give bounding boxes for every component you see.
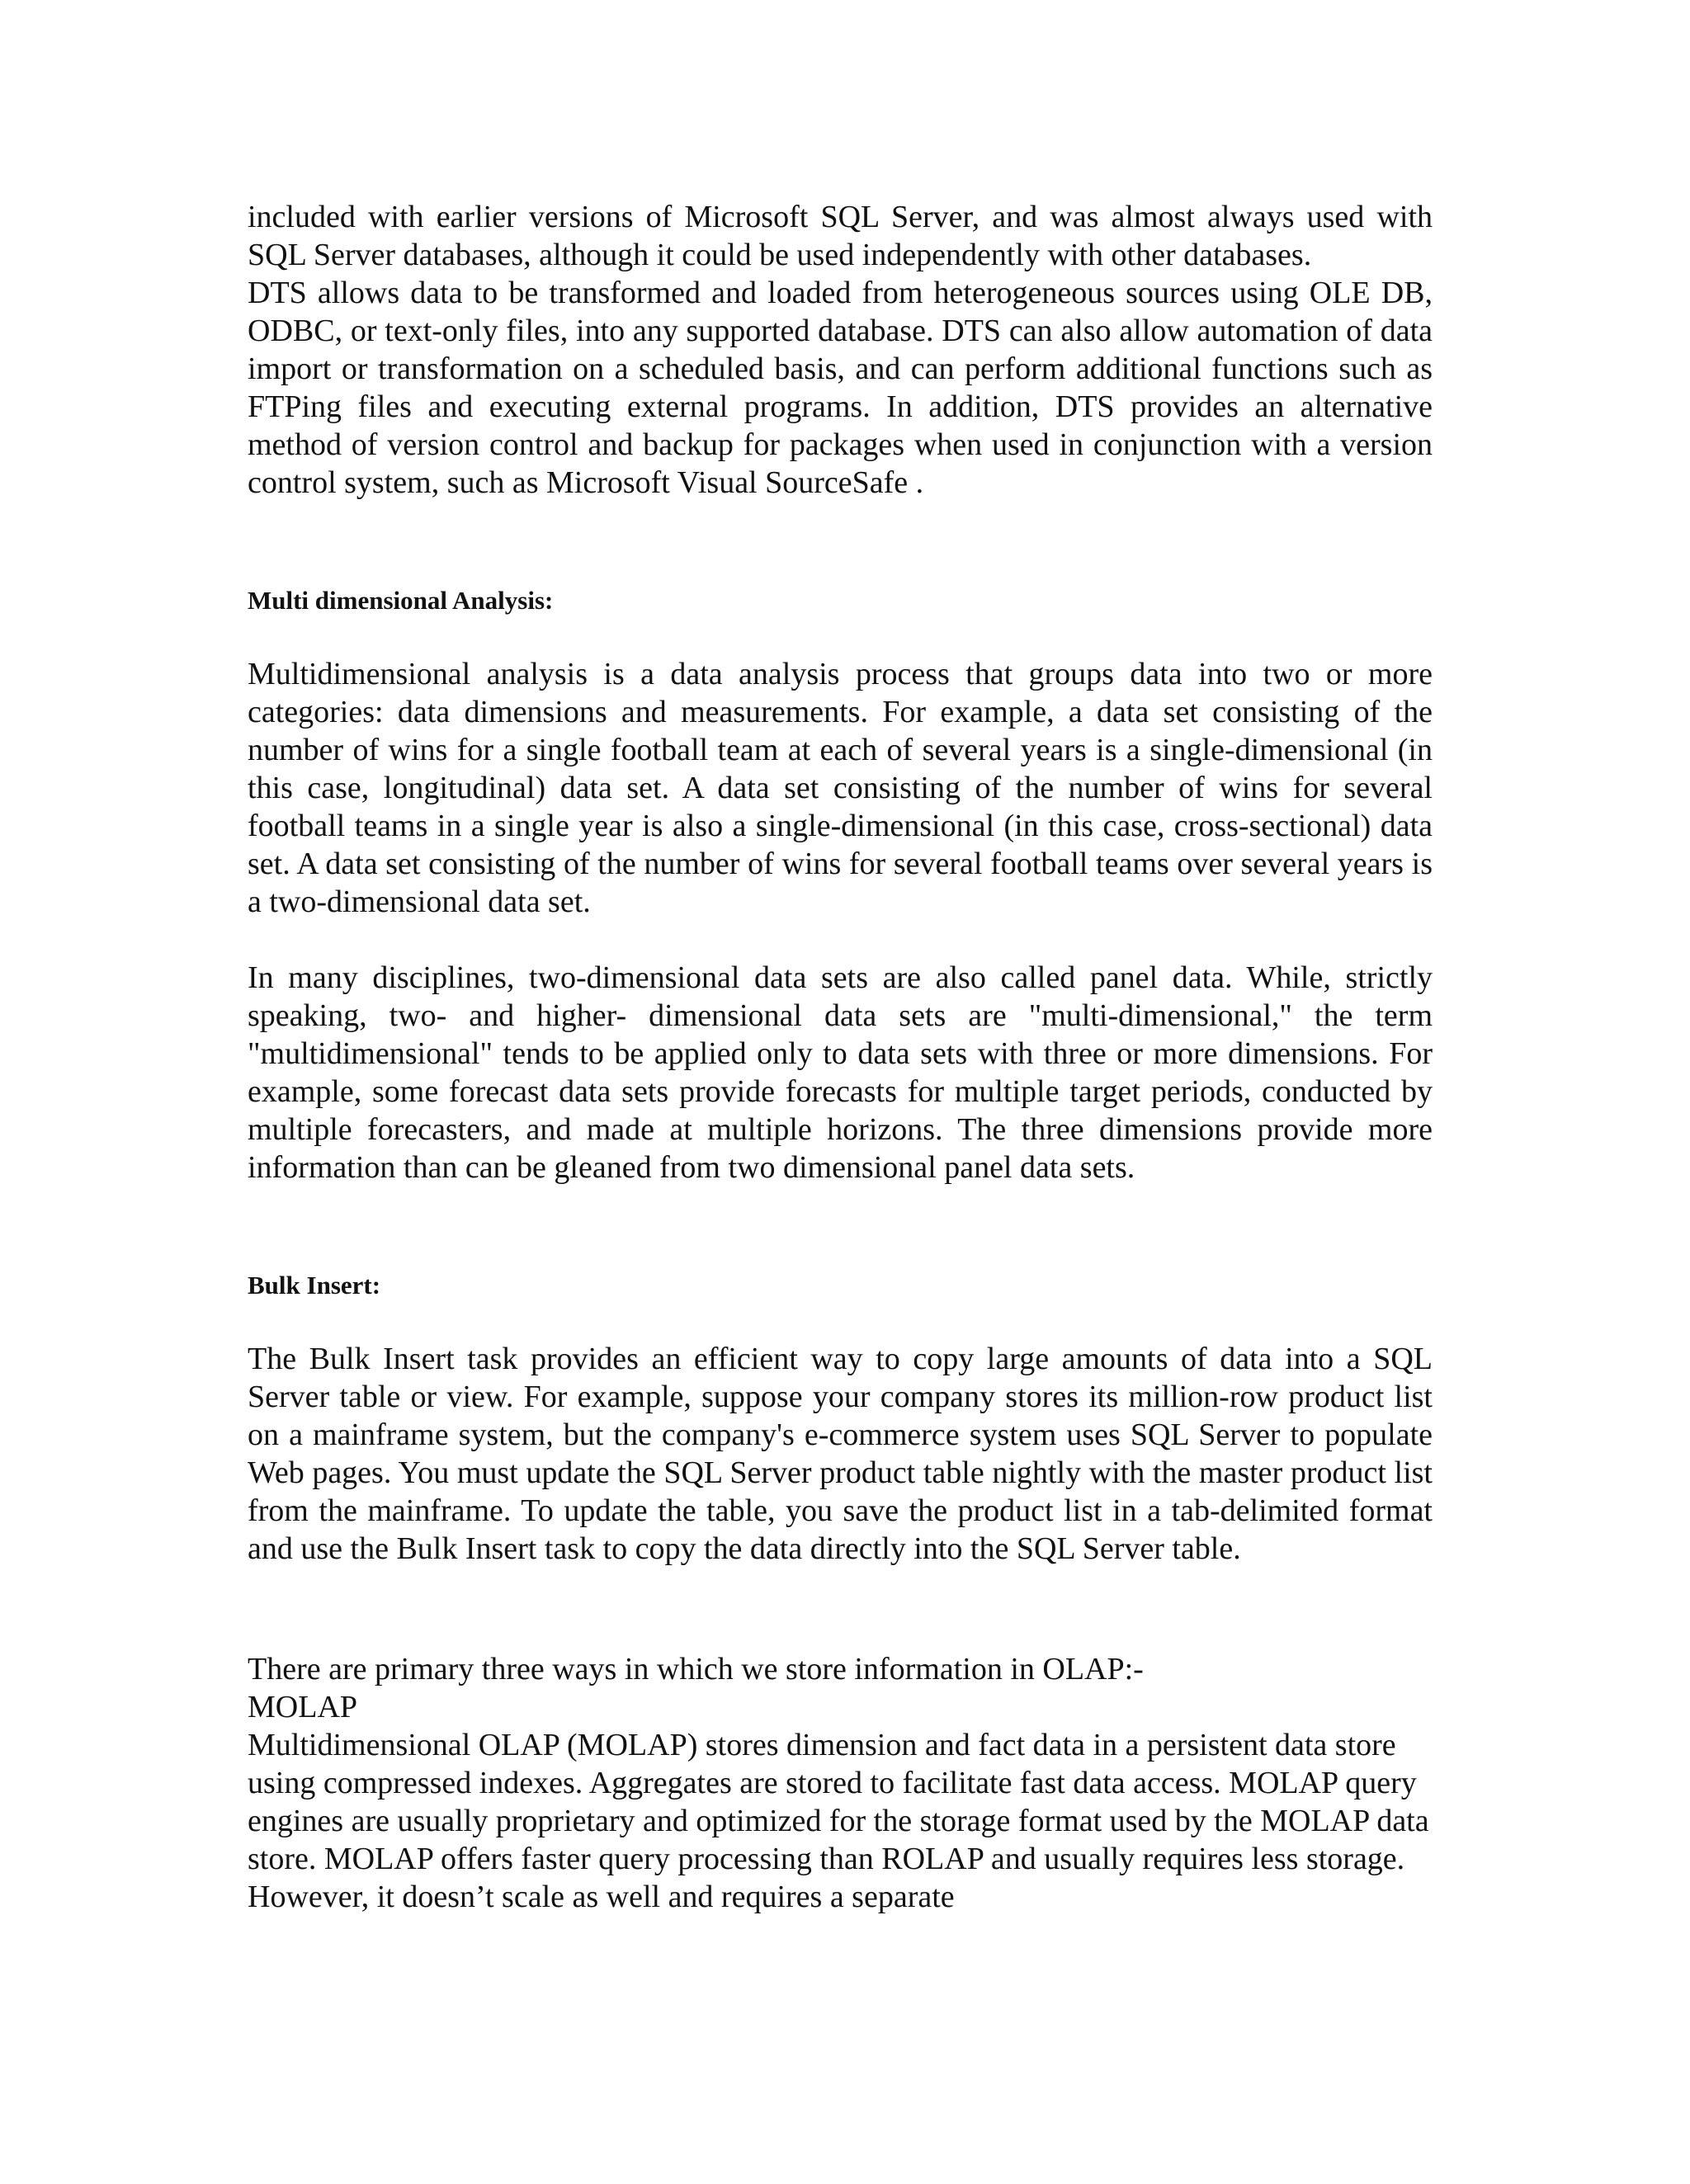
molap-paragraph: Multidimensional OLAP (MOLAP) stores dimension and fact data in a persistent data store using compressed indexes. Aggregates are stored to facilitate fast data access. MOLAP query engines are usually proprietary and optimized for the storage format used by the MOLAP data store. MOLAP offers faster query processing than ROLAP and usually requires less storage. However, it doesn’t scale as well and requires a separate	[248, 1728, 1429, 1914]
spacer	[248, 1186, 1433, 1269]
spacer	[248, 1568, 1433, 1650]
spacer	[248, 1302, 1433, 1340]
multidimensional-paragraph-1: Multidimensional analysis is a data analysis process that groups data into two or more categories: data dimensions and measurements. For example, a data set consisting of the number of wins for a single football team at each of several years is a single-dimensional (in this case, longitudinal) data set. A data set consisting of the number of wins for several football teams in a single year is also a single-dimensional (in this case, cross-sectional) data set. A data set consisting of the number of wins for several football teams over several years is a two-dimensional data set.	[248, 657, 1433, 919]
section-heading-bulk-insert: Bulk Insert:	[248, 1271, 381, 1300]
section-heading-multidimensional: Multi dimensional Analysis:	[248, 586, 554, 615]
intro-paragraph-2: DTS allows data to be transformed and loaded from heterogeneous sources using OLE DB, ODBC, or text-only files, into any supported database. DTS can also allow automation of data import or transformation on a scheduled basis, and can perform additional functions such as FTPing files and executing external programs. In addition, DTS provides an alternative method of version control and backup for packages when used in conjunction with a version control system, such as Microsoft Visual SourceSafe .	[248, 276, 1433, 500]
molap-title: MOLAP	[248, 1690, 358, 1724]
multidimensional-paragraph-2: In many disciplines, two-dimensional data sets are also called panel data. While, strictly speaking, two- and higher- dimensional data sets are "multi-dimensional," the term "multidimensional" tends to be applied only to data sets with three or more dimensions. For example, some forecast data sets provide forecasts for multiple target periods, conducted by multiple forecasters, and made at multiple horizons. The three dimensions provide more information than can be gleaned from two dimensional panel data sets.	[248, 960, 1433, 1185]
spacer	[248, 921, 1433, 959]
spacer	[248, 617, 1433, 655]
spacer	[248, 502, 1433, 584]
olap-intro: There are primary three ways in which we store information in OLAP:-	[248, 1652, 1144, 1686]
intro-paragraph-1: included with earlier versions of Microsoft SQL Server, and was almost always used with SQL Server databases, although it could be used independently with other databases.	[248, 200, 1433, 272]
document-body	[248, 198, 1433, 1916]
bulk-insert-paragraph: The Bulk Insert task provides an efficient way to copy large amounts of data into a SQL Server table or view. For example, suppose your company stores its million-row product list on a mainframe system, but the company's e-commerce system uses SQL Server to populate Web pages. You must update the SQL Server product table nightly with the master product list from the mainframe. To update the table, you save the product list in a tab-delimited format and use the Bulk Insert task to copy the data directly into the SQL Server table.	[248, 1342, 1433, 1566]
